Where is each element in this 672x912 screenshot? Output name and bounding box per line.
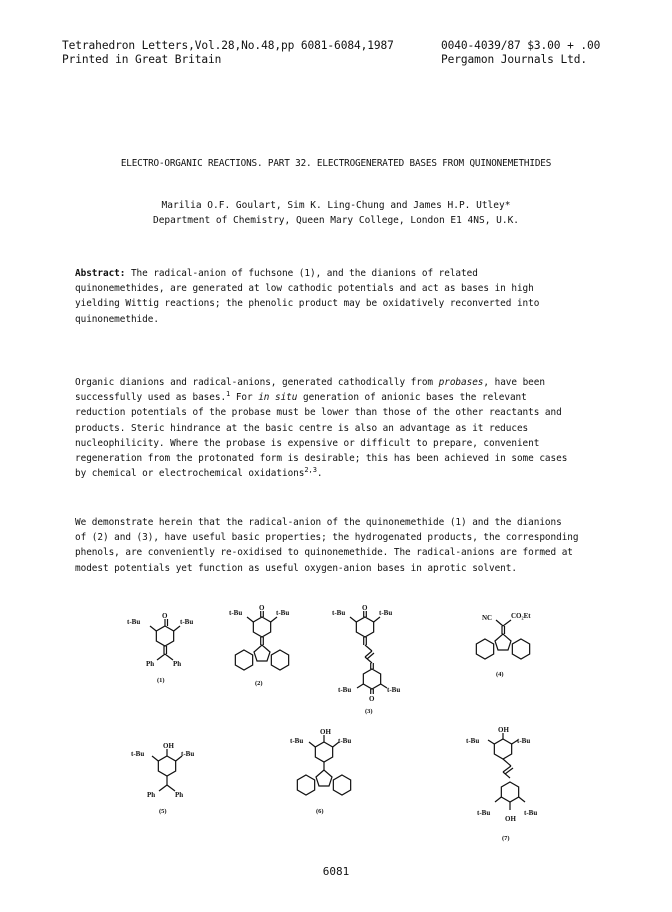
issn-price-line: 0040-4039/87 $3.00 + .00: [441, 39, 601, 52]
substituent-label: t-Bu: [131, 750, 145, 758]
abstract-label: Abstract:: [75, 268, 126, 279]
abstract-line-1: Abstract: The radical-anion of fuchsone (1), and the dianions of related: [75, 268, 478, 279]
compound-number: (6): [316, 808, 324, 815]
atom-label: O: [162, 612, 168, 620]
paragraph-line: Organic dianions and radical-anions, generated cathodically from probases, have been: [75, 377, 545, 388]
atom-label: OH: [163, 742, 174, 750]
substituent-label: CO₂Et: [511, 612, 531, 620]
substituent-label: t-Bu: [466, 737, 480, 745]
atom-label: OH: [320, 728, 331, 736]
paragraph-line: nucleophilicity. Where the probase is expensive or difficult to prepare, convenient: [75, 437, 540, 449]
abstract-line-2: quinonemethides, are generated at low cathodic potentials and act as bases in high: [75, 283, 534, 295]
abstract-line-4: quinonemethide.: [75, 313, 159, 325]
structure-3-bis-quinonemethide: [350, 611, 387, 694]
atom-label: OH: [498, 726, 509, 734]
substituent-label: t-Bu: [517, 737, 531, 745]
paragraph-line: regeneration from the protonated form is desirable; this has been achieved in some cases: [75, 453, 568, 465]
paragraph-line: modest potentials yet function as useful oxygen-anion bases in aprotic solvent.: [75, 562, 517, 574]
substituent-label: t-Bu: [338, 686, 352, 694]
abstract-line-3: yielding Wittig reactions; the phenolic product may be oxidatively reconverted into: [75, 298, 540, 310]
substituent-label: t-Bu: [180, 618, 194, 626]
substituent-label: Ph: [173, 660, 182, 668]
paragraph-line: We demonstrate herein that the radical-anion of the quinonemethide (1) and the dianions: [75, 517, 562, 528]
paper-title: ELECTRO-ORGANIC REACTIONS. PART 32. ELECTROGENERATED BASES FROM QUINONEMETHIDES: [120, 158, 552, 169]
compound-number: (2): [255, 680, 263, 687]
citation-line: Tetrahedron Letters,Vol.28,No.48,pp 6081-6084,1987: [62, 39, 394, 52]
substituent-label: t-Bu: [127, 618, 141, 626]
paragraph-line: successfully used as bases.$^1$ For in situ generation of anionic bases the relevant: [75, 390, 527, 404]
compound-number: (5): [159, 808, 167, 815]
substituent-label: t-Bu: [290, 737, 304, 745]
author-names: Marilia O.F. Goulart, Sim K. Ling-Chung and James H.P. Utley*: [161, 200, 511, 211]
substituent-label: t-Bu: [379, 609, 393, 617]
paragraph-line: phenols, are conveniently re-oxidised to quinonemethide. The radical-anions are formed at: [75, 547, 573, 559]
reference-superscript: 1: [226, 390, 231, 399]
atom-label: O: [362, 604, 368, 612]
paragraph-line: reduction potentials of the probase must be lower than those of the other reactants and: [75, 407, 562, 419]
structure-5-phenol-diphenylmethyl: [152, 749, 182, 791]
atom-label: O: [369, 695, 375, 703]
reference-superscript: 2,3: [304, 466, 317, 475]
structure-4-cyano-ester-fluorenylidene: [476, 620, 529, 659]
atom-label: OH: [505, 815, 516, 823]
substituent-label: t-Bu: [338, 737, 352, 745]
structure-2-fluorenylidene-quinonemethide: [235, 611, 288, 670]
compound-number: (4): [496, 671, 504, 678]
compound-number: (7): [502, 835, 510, 842]
substituent-label: t-Bu: [181, 750, 195, 758]
page-number: 6081: [322, 865, 350, 878]
substituent-label: t-Bu: [276, 609, 290, 617]
substituent-label: NC: [482, 614, 493, 622]
affiliation: Department of Chemistry, Queen Mary College, London E1 4NS, U.K.: [152, 215, 520, 226]
substituent-label: t-Bu: [332, 609, 346, 617]
atom-label: O: [259, 604, 265, 612]
paragraph-line: of (2) and (3), have useful basic properties; the hydrogenated products, the corresponding: [75, 532, 579, 544]
structure-1-fuchsone: [150, 619, 180, 660]
substituent-label: Ph: [175, 791, 184, 799]
paragraph-line: by chemical or electrochemical oxidations$^{2,3}$.: [75, 466, 323, 480]
substituent-label: t-Bu: [477, 809, 491, 817]
printed-in-line: Printed in Great Britain: [62, 53, 222, 66]
publisher-line: Pergamon Journals Ltd.: [441, 53, 587, 66]
compound-number: (1): [157, 677, 165, 684]
substituent-label: Ph: [146, 660, 155, 668]
substituent-label: t-Bu: [524, 809, 538, 817]
substituent-label: t-Bu: [229, 609, 243, 617]
compound-number: (3): [365, 708, 373, 715]
substituent-label: t-Bu: [387, 686, 401, 694]
substituent-label: Ph: [147, 791, 156, 799]
paragraph-line: products. Steric hindrance at the basic centre is also an advantage as it reduces: [75, 422, 529, 434]
